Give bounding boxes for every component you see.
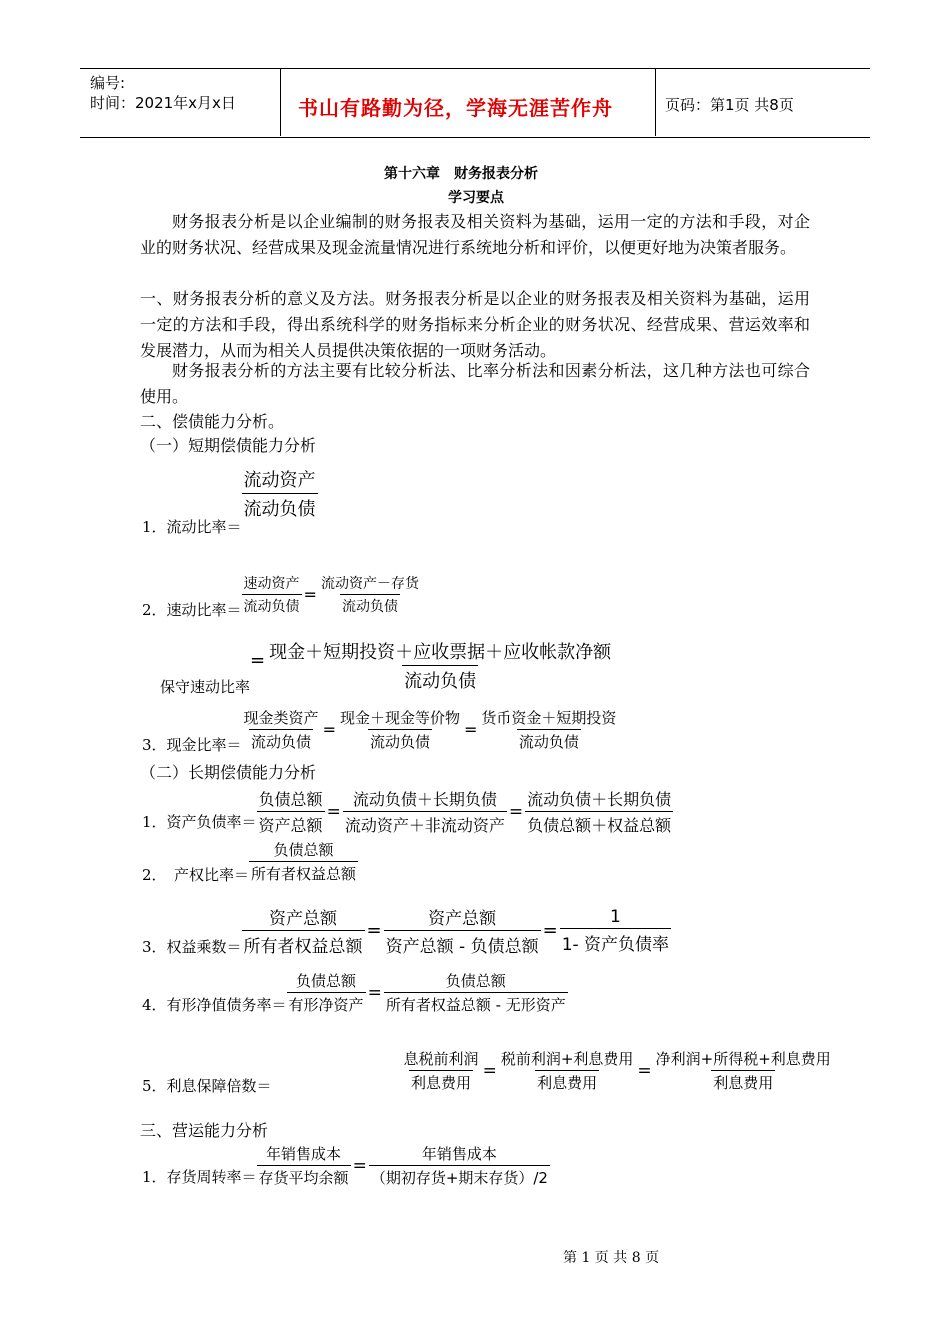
formula-equity-ratio <box>142 838 358 885</box>
fraction <box>560 907 671 955</box>
formula-equity-multiplier <box>142 904 671 957</box>
fraction <box>287 970 366 1015</box>
formula-label: 1．资产负债率＝ <box>142 813 257 831</box>
equals-sign: = <box>367 982 382 1003</box>
denominator: 流动负债 <box>402 665 478 693</box>
equals-sign: = <box>463 720 478 739</box>
numerator: 流动负债＋长期负债 <box>352 790 497 809</box>
numerator: 年销售成本 <box>421 1145 497 1163</box>
numerator: 息税前利润 <box>403 1050 479 1068</box>
denominator: 流动负债 <box>242 493 318 521</box>
equals-sign: = <box>637 1060 652 1081</box>
numerator: 速动资产 <box>243 576 300 592</box>
numerator: 负债总额 <box>296 972 357 990</box>
fraction <box>249 839 358 884</box>
methods-paragraph: 财务报表分析的方法主要有比较分析法、比率分析法和因素分析法，这几种方法也可综合使用。 <box>140 361 810 406</box>
fraction <box>384 970 568 1015</box>
fraction <box>242 904 365 957</box>
equals-sign: = <box>352 1155 367 1176</box>
intro-paragraph: 财务报表分析是以企业编制的财务报表及相关资料为基础，运用一定的方法和手段，对企业的财务状况、经营成果及现金流量情况进行系统地分析和评价，以便更好地为决策者服务。 <box>140 212 810 257</box>
equals-sign: = <box>542 920 558 941</box>
fraction <box>267 638 613 693</box>
formula-inventory-turnover <box>142 1143 550 1188</box>
fraction <box>654 1048 833 1093</box>
fraction <box>369 1143 550 1188</box>
formula-label: 1．存货周转率＝ <box>142 1168 257 1186</box>
denominator: 资产总额 <box>257 811 325 836</box>
numerator: 负债总额 <box>273 841 334 859</box>
denominator: 1- 资产负债率 <box>560 928 671 955</box>
fraction <box>257 787 325 836</box>
formula-label: 3．现金比率＝ <box>142 736 242 754</box>
equals-sign: = <box>326 801 341 822</box>
doc-number-label: 编号: <box>90 74 126 92</box>
formula-cash-ratio <box>142 704 618 755</box>
doc-time-label: 时间：2021年x月x日 <box>90 94 236 112</box>
formula-current-ratio <box>142 466 318 539</box>
denominator: 利息费用 <box>535 1070 599 1093</box>
fraction <box>479 707 618 752</box>
numerator: 年销售成本 <box>266 1145 342 1163</box>
denominator: 利息费用 <box>711 1070 775 1093</box>
numerator: 货币资金＋短期投资 <box>481 709 617 727</box>
header-divider <box>655 68 656 136</box>
numerator: 现金类资产 <box>243 709 319 727</box>
formula-label: 3．权益乘数＝ <box>142 938 242 956</box>
fraction <box>525 787 673 836</box>
fraction <box>338 707 462 752</box>
denominator: 流动资产＋非流动资产 <box>343 811 507 836</box>
equals-sign: = <box>250 650 266 671</box>
denominator: 流动负债 <box>249 729 313 752</box>
equals-sign: = <box>508 801 524 822</box>
fraction <box>242 707 321 752</box>
formula-interest-coverage <box>142 1045 833 1096</box>
heading-long-term: （二）长期偿债能力分析 <box>140 763 317 782</box>
numerator: 税前利润+利息费用 <box>500 1050 634 1068</box>
denominator: 利息费用 <box>409 1070 473 1093</box>
fraction <box>384 904 541 957</box>
numerator: 净利润+所得税+利息费用 <box>655 1050 831 1068</box>
page-footer: 第 1 页 共 8 页 <box>563 1250 660 1266</box>
numerator: 负债总额 <box>445 972 506 990</box>
denominator: 流动负债 <box>242 594 302 616</box>
formula-label: 4．有形净值债务率＝ <box>142 996 287 1014</box>
fraction <box>257 1143 351 1188</box>
formula-tangible-debt-ratio <box>142 970 568 1015</box>
section-1-paragraph: 一、财务报表分析的意义及方法。财务报表分析是以企业的财务报表及相关资料为基础，运用一定的方法和手段，得出系统科学的财务指标来分析企业的财务状况、经营成果、营运效率和发展潜力，从而为相关人员提供决策依据的一项财务活动。 <box>140 289 810 360</box>
denominator: 流动负债 <box>340 594 400 616</box>
denominator: 流动负债 <box>517 729 581 752</box>
denominator: （期初存货+期末存货）/2 <box>369 1165 550 1188</box>
fraction <box>343 787 507 836</box>
fraction <box>242 573 302 616</box>
formula-label: 2． 产权比率＝ <box>142 866 250 884</box>
fraction <box>499 1048 636 1093</box>
formula-label: 5．利息保障倍数＝ <box>142 1077 272 1095</box>
numerator: 流动资产－存货 <box>320 576 419 592</box>
denominator: 资产总额 - 负债总额 <box>384 930 541 957</box>
equals-sign: = <box>303 585 317 604</box>
fraction <box>242 466 318 521</box>
fraction <box>402 1048 481 1093</box>
formula-label: 1．流动比率＝ <box>142 518 242 536</box>
numerator: 1 <box>609 906 621 927</box>
fraction <box>319 573 421 616</box>
header-divider <box>280 68 281 136</box>
numerator: 流动负债＋长期负债 <box>527 790 672 809</box>
formula-label: 保守速动比率 <box>160 678 251 696</box>
denominator: 流动负债 <box>368 729 432 752</box>
denominator: 所有者权益总额 <box>242 930 365 957</box>
formula-conservative-quick-ratio <box>160 634 613 697</box>
denominator: 所有者权益总额 - 无形资产 <box>384 992 568 1015</box>
numerator: 流动资产 <box>243 470 316 491</box>
section-title: 学习要点 <box>448 190 504 206</box>
formula-debt-ratio <box>142 787 673 836</box>
denominator: 所有者权益总额 <box>249 861 358 884</box>
formula-quick-ratio <box>142 569 421 620</box>
chapter-title: 第十六章 财务报表分析 <box>384 166 538 182</box>
header-page-info: 页码：第1页 共8页 <box>665 96 794 114</box>
heading-solvency: 二、偿债能力分析。 <box>140 412 285 431</box>
denominator: 负债总额＋权益总额 <box>525 811 673 836</box>
numerator: 资产总额 <box>269 909 338 929</box>
denominator: 有形净资产 <box>287 992 366 1015</box>
heading-operating: 三、营运能力分析 <box>140 1121 269 1140</box>
denominator: 存货平均余额 <box>257 1165 351 1188</box>
numerator: 负债总额 <box>258 790 323 809</box>
equals-sign: = <box>322 720 336 739</box>
formula-label: 2．速动比率＝ <box>142 601 242 619</box>
numerator: 现金＋短期投资＋应收票据＋应收帐款净额 <box>269 642 612 663</box>
equals-sign: = <box>482 1060 497 1081</box>
equals-sign: = <box>366 920 382 941</box>
heading-short-term: （一）短期偿债能力分析 <box>140 436 317 455</box>
numerator: 资产总额 <box>428 909 497 929</box>
numerator: 现金＋现金等价物 <box>339 709 460 727</box>
header-motto: 书山有路勤为径，学海无涯苦作舟 <box>298 96 613 120</box>
